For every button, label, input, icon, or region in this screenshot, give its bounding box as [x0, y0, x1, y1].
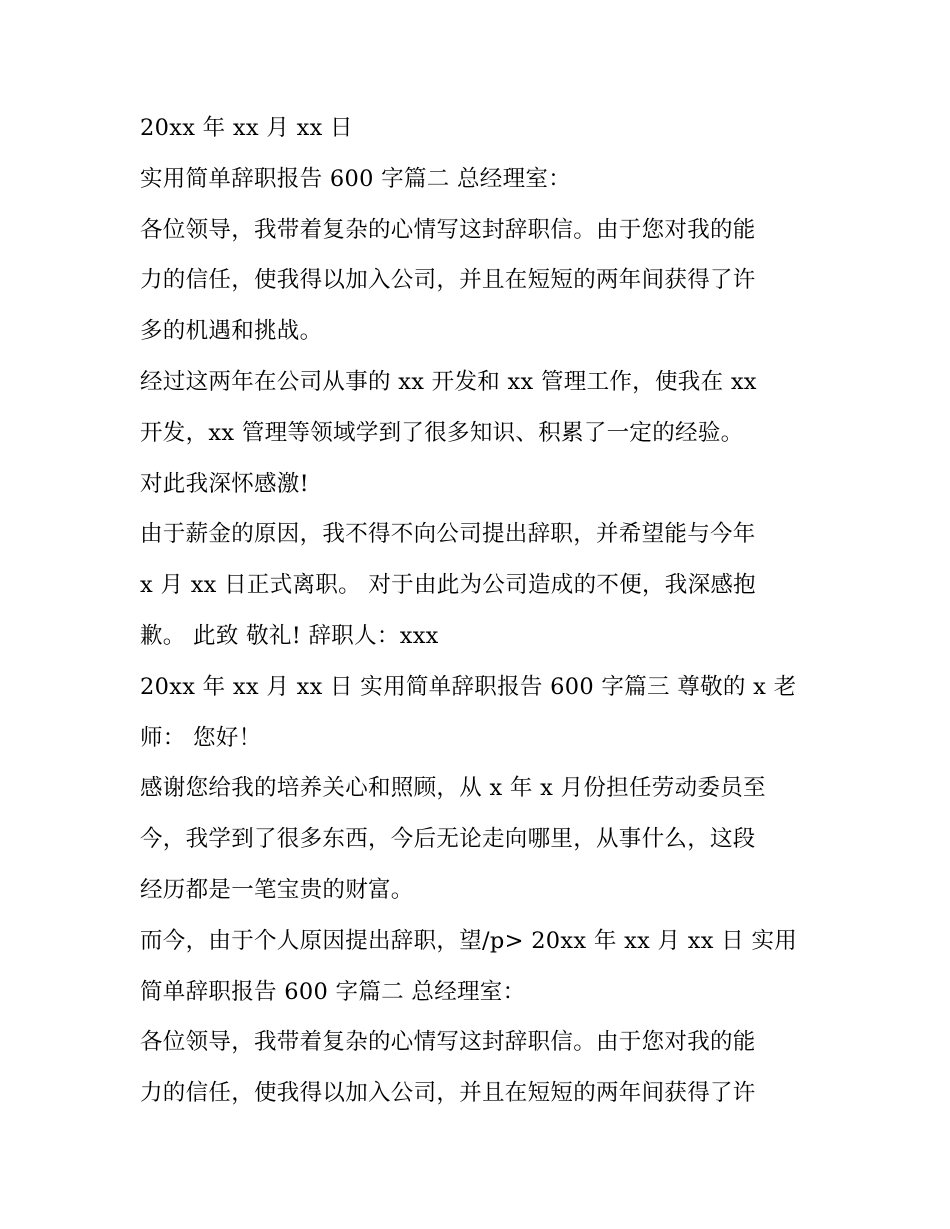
text-line: 简单辞职报告 600 字篇二 总经理室： [140, 978, 526, 1005]
text-line: 各位领导，我带着复杂的心情写这封辞职信。由于您对我的能 [140, 216, 756, 243]
text-line: 各位领导，我带着复杂的心情写这封辞职信。由于您对我的能 [140, 1029, 756, 1056]
text-line: 师： 您好！ [140, 724, 262, 751]
text-line: 开发，xx 管理等领域学到了很多知识、积累了一定的经验。 [140, 419, 744, 446]
text-line: 经过这两年在公司从事的 xx 开发和 xx 管理工作，使我在 xx [140, 368, 757, 395]
text-line: 实用简单辞职报告 600 字篇二 总经理室： [140, 165, 572, 192]
text-line: 今，我学到了很多东西，今后无论走向哪里，从事什么，这段 [140, 826, 756, 853]
text-line: 多的机遇和挑战。 [140, 318, 323, 345]
text-line: 而今，由于个人原因提出辞职，望/p> 20xx 年 xx 月 xx 日 实用 [140, 927, 798, 954]
text-line: 20xx 年 xx 月 xx 日 实用简单辞职报告 600 字篇三 尊敬的 x 老 [140, 673, 797, 700]
text-line: 感谢您给我的培养关心和照顾，从 x 年 x 月份担任劳动委员至 [140, 775, 766, 802]
text-line: 20xx 年 xx 月 xx 日 [140, 115, 353, 141]
text-line: 由于薪金的原因，我不得不向公司提出辞职，并希望能与今年 [140, 521, 756, 548]
text-line: 力的信任，使我得以加入公司，并且在短短的两年间获得了许 [140, 267, 756, 294]
text-line: x 月 xx 日正式离职。 对于由此为公司造成的不便，我深感抱 [140, 572, 756, 599]
text-line: 力的信任，使我得以加入公司，并且在短短的两年间获得了许 [140, 1080, 756, 1107]
text-line: 经历都是一笔宝贵的财富。 [140, 876, 414, 903]
text-line: 歉。 此致 敬礼! 辞职人：xxx [140, 622, 439, 649]
text-line: 对此我深怀感激! [140, 470, 309, 497]
document-body [140, 103, 820, 1119]
